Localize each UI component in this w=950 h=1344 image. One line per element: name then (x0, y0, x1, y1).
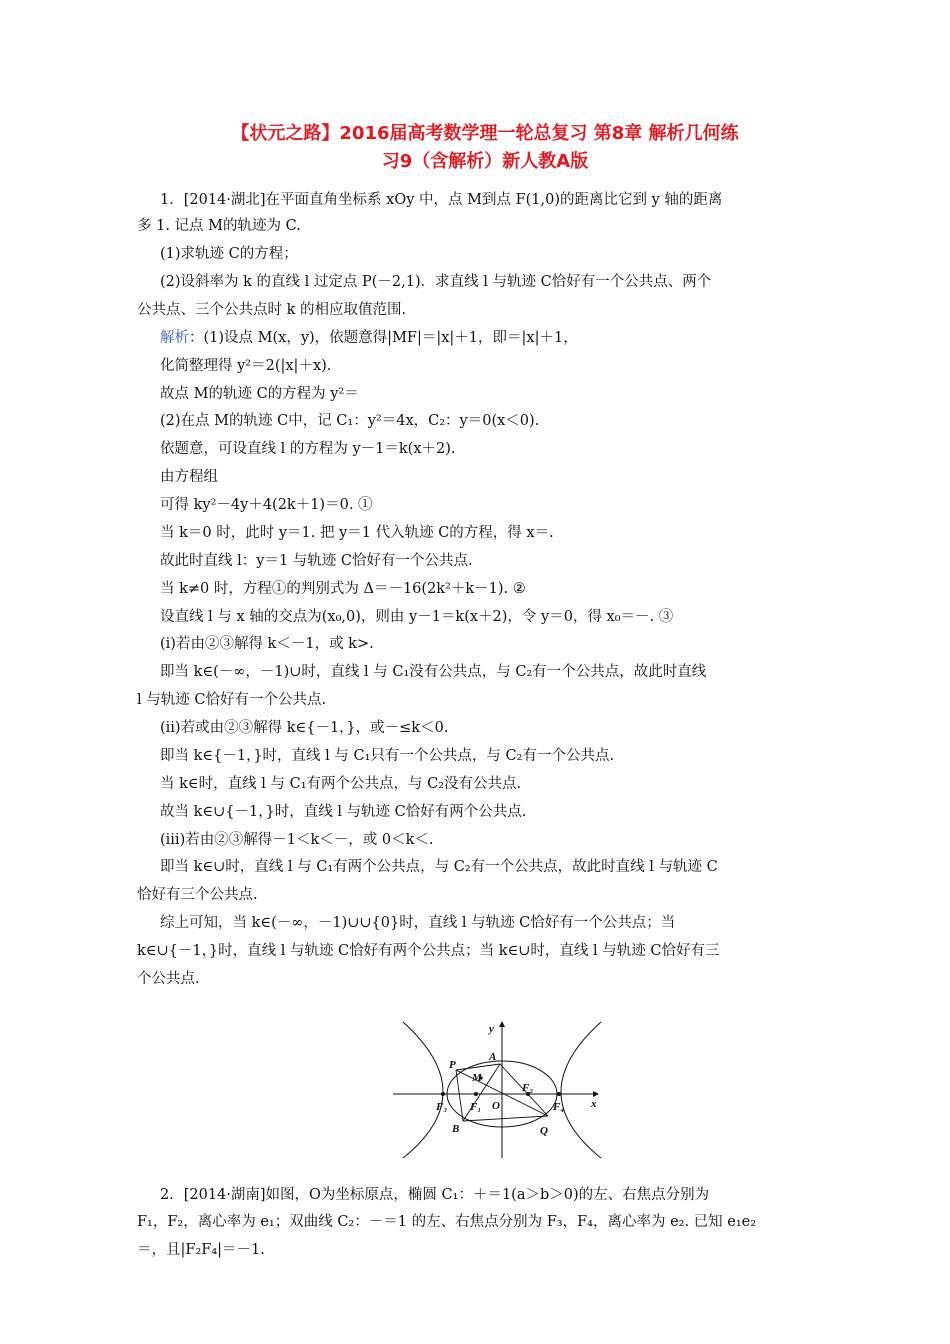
solution-line: (ⅰ)若由②③解得 k＜－1，或 k>. (160, 636, 374, 652)
solution-line (160, 328, 578, 348)
solution-line: 当 k＝0 时，此时 y＝1. 把 y＝1 代入轨迹 C的方程，得 x＝. (160, 525, 554, 541)
label-f3: F₃ (436, 1101, 448, 1113)
title-line-2: 习9（含解析）新人教A版 (381, 151, 589, 172)
solution-line: (ⅱ)若或由②③解得 k∈{－1，}，或－≤k＜0. (160, 720, 449, 736)
label-b: B (452, 1123, 460, 1135)
solution-line: 当 k∈时，直线 l 与 C₁有两个公共点，与 C₂没有公共点. (160, 776, 522, 792)
solution-line: 设直线 l 与 x 轴的交点为(x₀,0)，则由 y－1＝k(x＋2)，令 y＝0，得 x₀＝－. ③ (160, 609, 674, 625)
label-f2: F₂ (522, 1082, 534, 1094)
solution-line: 可得 ky²－4y＋4(2k＋1)＝0. ① (160, 497, 373, 513)
q1-text: 1．[2014·湖北]在平面直角坐标系 xOy 中，点 M到点 F(1,0)的距离比它到 y 轴的距离 (160, 192, 723, 208)
point-f1 (474, 1092, 478, 1096)
document-title (140, 120, 830, 176)
solution-line: 由方程组 (160, 469, 218, 485)
hyperbola-right-branch (561, 1022, 601, 1158)
q1-text: 多 1. 记点 M的轨迹为 C. (137, 218, 301, 234)
q2-text: F₁，F₂，离心率为 e₁；双曲线 C₂：－＝1 的左、右焦点分别为 F₃，F₄，离心率为 e₂. 已知 e₁e₂ (137, 1214, 757, 1230)
hyperbola-left-branch (403, 1022, 443, 1158)
solution-line: 即当 k∈∪时，直线 l 与 C₁有两个公共点，与 C₂有一个公共点，故此时直线 l 与轨迹 C (160, 859, 718, 875)
q1-text: 公共点、三个公共点时 k 的相应取值范围. (137, 302, 407, 318)
solution-line: 恰好有三个公共点. (137, 887, 258, 903)
solution-line: 即当 k∈{－1，}时，直线 l 与 C₁只有一个公共点，与 C₂有一个公共点. (160, 748, 615, 764)
point-f3 (441, 1092, 445, 1096)
ellipse-hyperbola-figure (388, 1018, 604, 1162)
solution-line: (2)在点 M的轨迹 C中，记 C₁：y²＝4x，C₂：y＝0(x＜0). (160, 413, 540, 429)
label-y: y (489, 1023, 494, 1035)
solution-line: 依题意，可设直线 l 的方程为 y－1＝k(x＋2). (160, 441, 456, 457)
label-f4: F₄ (553, 1101, 565, 1113)
q1-part-2: (2)设斜率为 k 的直线 l 过定点 P(－2,1)．求直线 l 与轨迹 C恰好有一个公共点、两个 (160, 274, 712, 290)
solution-line: 当 k≠0 时，方程①的判别式为 Δ＝－16(2k²＋k－1). ② (160, 581, 526, 597)
solution-line: 故当 k∈∪{－1，}时，直线 l 与轨迹 C恰好有两个公共点. (160, 804, 527, 820)
label-m: M (472, 1072, 482, 1084)
label-x: x (591, 1098, 597, 1110)
solution-line: 故此时直线 l：y＝1 与轨迹 C恰好有一个公共点. (160, 553, 473, 569)
solution-line: l 与轨迹 C恰好有一个公共点. (137, 692, 327, 708)
label-o: O (492, 1100, 500, 1112)
segment-PA (456, 1064, 500, 1070)
q2-text: ＝，且|F₂F₄|＝－1. (137, 1242, 265, 1258)
solution-text: ：(1)设点 M(x，y)，依题意得|MF|＝|x|＋1，即＝|x|＋1， (189, 330, 578, 346)
title-line-1: 【状元之路】2016届高考数学理一轮总复习 第8章 解析几何练 (231, 123, 739, 144)
q1-part-1: (1)求轨迹 C的方程； (160, 246, 298, 262)
label-f1: F₁ (470, 1101, 482, 1113)
solution-line: (ⅲ)若由②③解得－1＜k＜－，或 0＜k＜. (160, 832, 434, 848)
solution-line: 即当 k∈(－∞，－1)∪时，直线 l 与 C₁没有公共点，与 C₂有一个公共点，故此时直线 (160, 664, 707, 680)
solution-line: 综上可知，当 k∈(－∞，－1)∪∪{0}时，直线 l 与轨迹 C恰好有一个公共点；当 (160, 915, 676, 931)
solution-line: 故点 M的轨迹 C的方程为 y²＝ (160, 386, 359, 402)
q2-text: 2．[2014·湖南]如图，O为坐标原点，椭圆 C₁：＋＝1(a＞b＞0)的左、右焦点分别为 (160, 1187, 710, 1203)
solution-label: 解析 (160, 330, 189, 346)
solution-line: k∈∪{－1，}时，直线 l 与轨迹 C恰好有两个公共点；当 k∈∪时，直线 l 与轨迹 C恰好有三 (137, 943, 720, 959)
solution-line: 个公共点. (137, 971, 200, 987)
label-q: Q (540, 1125, 548, 1137)
solution-line: 化简整理得 y²＝2(|x|＋x). (160, 358, 332, 374)
label-p: P (449, 1059, 456, 1071)
point-f4 (557, 1092, 561, 1096)
label-a: A (489, 1051, 497, 1063)
